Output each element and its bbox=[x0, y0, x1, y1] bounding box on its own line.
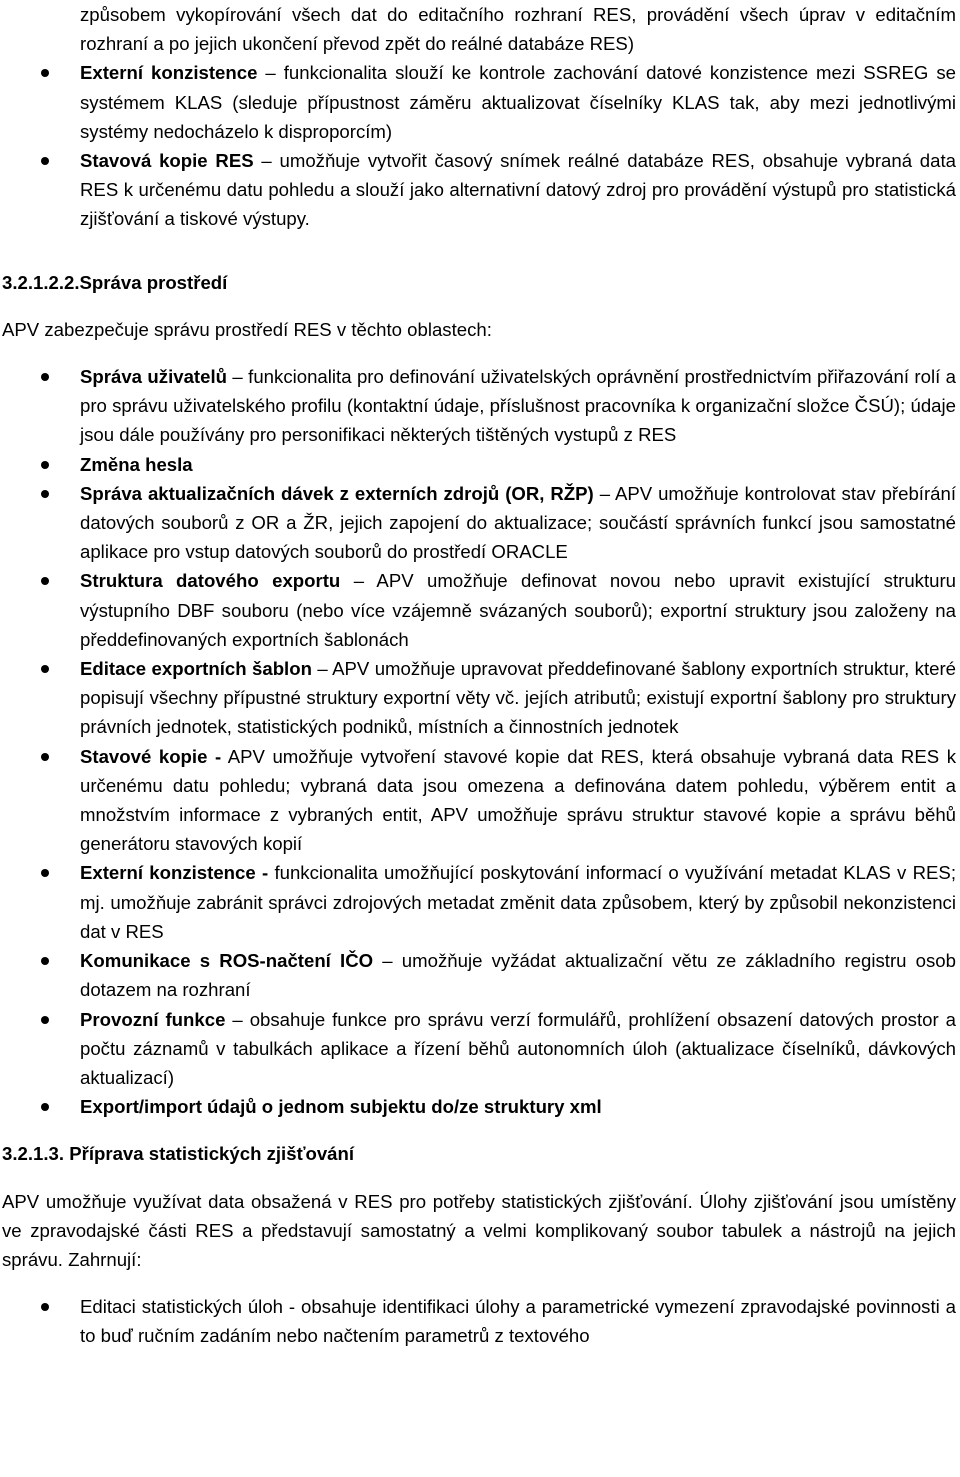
item-term: Provozní funkce bbox=[80, 1008, 226, 1030]
intro-continuation bbox=[2, 0, 956, 58]
bullet-icon bbox=[41, 577, 49, 585]
item-term: Správa uživatelů bbox=[80, 366, 227, 388]
spacer bbox=[2, 1274, 956, 1292]
item-separator: – bbox=[253, 150, 280, 172]
bullet-icon bbox=[41, 157, 49, 165]
item-term: Struktura datového exportu bbox=[80, 570, 341, 592]
feature-list-3 bbox=[2, 1292, 956, 1350]
bullet-icon bbox=[41, 1016, 49, 1024]
item-text: funkcionalita slouží ke kontrole zachování datové konzistence mezi SSREG se systémem KLAS (sleduje přípustnost záměru aktualizovat číselníky KLAS tak, aby mezi jednotlivými systémy nedocházelo k disproporcím) bbox=[80, 62, 956, 142]
bullet-icon bbox=[41, 753, 49, 761]
intro-continuation-text: způsobem vykopírování všech dat do editačního rozhraní RES, provádění všech úprav v editačním rozhraní a po jejich ukončení převod zpět do reálné databáze RES) bbox=[80, 4, 956, 55]
bullet-icon bbox=[41, 69, 49, 77]
section-intro: APV zabezpečuje správu prostředí RES v těchto oblastech: bbox=[2, 318, 492, 340]
bullet-icon bbox=[41, 490, 49, 498]
item-separator: – bbox=[257, 62, 284, 84]
bullet-icon bbox=[41, 665, 49, 673]
list-item bbox=[2, 479, 956, 567]
item-text: APV umožňuje kontrolovat stav přebírání datových souborů z OR a ŽR, jejich zapojení do aktualizace; součástí správních funkcí jsou samostatné aplikace pro vstup datových souborů do prostředí ORACLE bbox=[80, 482, 956, 563]
item-separator: – bbox=[593, 482, 615, 504]
list-item bbox=[2, 858, 956, 946]
item-separator: – bbox=[311, 658, 333, 680]
item-text: umožňuje vytvořit časový snímek reálné databáze RES, obsahuje vybraná data RES k určenému datu pohledu a slouží jako alternativní datový zdroj pro provádění výstupů pro statistická zjišťování a tiskové výstupy. bbox=[80, 150, 956, 230]
list-item bbox=[2, 1292, 956, 1350]
item-text: APV umožňuje definovat novou nebo upravit existující strukturu výstupního DBF souboru (nebo více vzájemně svázaných souborů); exportní struktury jsou založeny na předdefinovaných exportních šablonách bbox=[80, 570, 957, 650]
list-item bbox=[2, 1005, 956, 1093]
bullet-icon bbox=[41, 373, 49, 381]
item-term: Externí konzistence - bbox=[80, 862, 269, 884]
item-text: APV umožňuje vytvoření stavové kopie dat RES, která obsahuje vybraná data RES k určenému datu pohledu; vybraná data jsou omezena a definována datem pohledu, výběrem entit a množstvím informace z vybraných entit, APV umožňuje správu struktur stavové kopie a správu běhů generátoru stavových kopií bbox=[80, 745, 956, 855]
list-item bbox=[2, 450, 956, 479]
item-text: umožňuje vyžádat aktualizační větu ze základního registru osob dotazem na rozhraní bbox=[80, 950, 956, 1001]
section-heading: 3.2.1.3. Příprava statistických zjišťování bbox=[2, 1143, 355, 1165]
list-item bbox=[2, 58, 956, 146]
item-text: APV umožňuje upravovat předdefinované šablony exportních struktur, které popisují všechny přípustné struktury exportní věty vč. jejích atributů; existují exportní šablony pro struktury právních jednotek, statistických podniků, místních a činnostních jednotek bbox=[80, 658, 956, 738]
spacer bbox=[2, 344, 956, 362]
item-term: Změna hesla bbox=[80, 453, 193, 475]
bullet-icon bbox=[41, 1103, 49, 1111]
item-separator: – bbox=[225, 1008, 250, 1030]
feature-list-2 bbox=[2, 362, 956, 1121]
list-item bbox=[2, 566, 956, 654]
item-text: funkcionalita umožňující poskytování informací o využívání metadat KLAS v RES; mj. umožňuje zabránit správci zdrojových metadat změnit data způsobem, který by způsobil nekonzistenci dat v RES bbox=[80, 862, 956, 942]
list-item bbox=[2, 1092, 956, 1121]
item-term: Externí konzistence bbox=[80, 62, 258, 84]
item-term: Stavové kopie - bbox=[80, 745, 222, 767]
bullet-icon bbox=[41, 869, 49, 877]
bullet-icon bbox=[41, 461, 49, 469]
section-heading: 3.2.1.2.2.Správa prostředí bbox=[2, 271, 228, 293]
section-intro: APV umožňuje využívat data obsažená v RES pro potřeby statistických zjišťování. Úlohy zjišťování jsou umístěny ve zpravodajské části RES a představují samostatný a velmi komplikovaný soubor tabulek a nástrojů na jejich správu. Zahrnují: bbox=[2, 1190, 956, 1270]
item-term: Komunikace s ROS-načtení IČO bbox=[80, 950, 374, 972]
item-term: Export/import údajů o jednom subjektu do/ze struktury xml bbox=[80, 1096, 602, 1118]
spacer bbox=[2, 297, 956, 315]
item-separator: – bbox=[227, 366, 249, 388]
list-item bbox=[2, 654, 956, 742]
list-item bbox=[2, 362, 956, 450]
spacer bbox=[2, 234, 956, 268]
item-text: funkcionalita pro definování uživatelských oprávnění prostřednictvím přiřazování rolí a pro správu uživatelského profilu (kontaktní údaje, příslušnost pracovníka k organizační složce ČSÚ); údaje jsou dále používány pro personifikaci některých tištěných vystupů z RES bbox=[80, 366, 957, 446]
list-item bbox=[2, 946, 956, 1004]
item-text: obsahuje funkce pro správu verzí formulářů, prohlížení obsazení datových prostor a počtu záznamů v tabulkách aplikace a řízení běhů autonomních úloh (aktualizace číselníků, dávkových aktualizací) bbox=[80, 1008, 956, 1088]
item-text: Editaci statistických úloh - obsahuje identifikaci úlohy a parametrické vymezení zpravodajské povinnosti a to buď ručním zadáním nebo načtením parametrů z textového bbox=[80, 1296, 956, 1347]
list-item bbox=[2, 742, 956, 859]
spacer bbox=[2, 1121, 956, 1139]
list-item bbox=[2, 146, 956, 234]
item-separator: – bbox=[340, 570, 377, 592]
item-term: Editace exportních šablon bbox=[80, 658, 312, 680]
item-term: Stavová kopie RES bbox=[80, 150, 254, 172]
bullet-icon bbox=[41, 957, 49, 965]
bullet-icon bbox=[41, 1303, 49, 1311]
item-separator: – bbox=[373, 950, 402, 972]
item-term: Správa aktualizačních dávek z externích zdrojů (OR, RŽP) bbox=[80, 482, 594, 504]
feature-list-1 bbox=[2, 58, 956, 233]
spacer bbox=[2, 1169, 956, 1187]
